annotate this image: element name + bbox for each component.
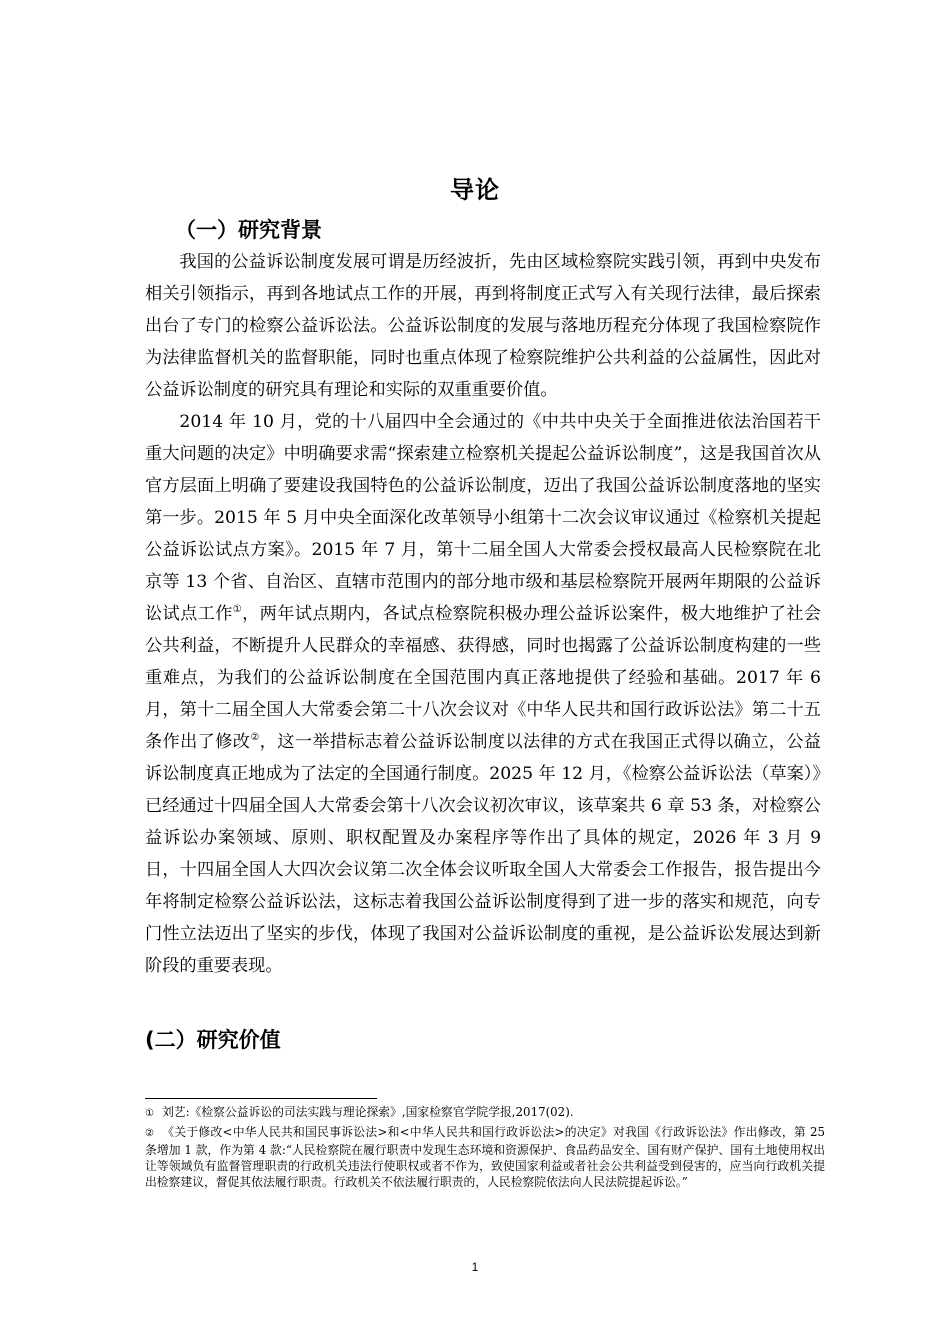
- paragraph-2: [145, 406, 821, 982]
- footnote-ref-2[interactable]: ②: [250, 732, 260, 743]
- section-heading-background: （一）研究背景: [175, 218, 322, 242]
- footnote-ref-1[interactable]: ①: [232, 604, 243, 615]
- paragraph-1-text: 我国的公益诉讼制度发展可谓是历经波折，先由区域检察院实践引领，再到中央发布相关引领指示，再到各地试点工作的开展，再到将制度正式写入有关现行法律，最后探索出台了专门的检察公益诉讼法。公益诉讼制度的发展与落地历程充分体现了我国检察院作为法律监督机关的监督职能，同时也重点体现了检察院维护公共利益的公益属性，因此对公益诉讼制度的研究具有理论和实际的双重重要价值。: [145, 252, 821, 400]
- footnote-1-text: 刘艺:《检察公益诉讼的司法实践与理论探索》,国家检察官学院学报,2017(02).: [161, 1105, 574, 1119]
- paragraph-2-part-a: 2014 年 10 月，党的十八届四中全会通过的《中共中央关于全面推进依法治国若干重大问题的决定》中明确要求需“探索建立检察机关提起公益诉讼制度”，这是我国首次从官方层面上明确了要建设我国特色的公益诉讼制度，迈出了我国公益诉讼制度落地的坚实第一步。2015 年 5 月中央全面深化改革领导小组第十二次会议审议通过《检察机关提起公益诉讼试点方案》。2015 年 7 月，第十二届全国人大常委会授权最高人民检察院在北京等 13 个省、自治区、直辖市范围内的部分地市级和基层检察院开展两年期限的公益诉讼试点工作: [145, 412, 821, 624]
- section-heading-value: (二）研究价值: [145, 1028, 281, 1052]
- footnote-2-text: 《关于修改<中华人民共和国民事诉讼法>和<中华人民共和国行政诉讼法>的决定》对我国《行政诉讼法》作出修改，第 25 条增加 1 款，作为第 4 款:“人民检察院在履行职责中发现生态环境和资源保护、食品药品安全、国有财产保护、国有土地使用权出让等领域负有监督管理职责的行政机关违法行使职权或者不作为，致使国家利益或者社会公共利益受到侵害的，应当向行政机关提出检察建议，督促其依法履行职责。行政机关不依法履行职责的，人民检察院依法向人民法院提起诉讼。”: [145, 1125, 825, 1189]
- page-title: 导论: [450, 176, 500, 204]
- footnote-2-mark: ②: [145, 1128, 155, 1139]
- page-number: 1: [471, 1260, 479, 1274]
- footnote-1-mark: ①: [145, 1108, 154, 1119]
- paragraph-1: [145, 246, 821, 406]
- footnotes: [145, 1104, 825, 1192]
- paragraph-2-part-b: ，两年试点期内，各试点检察院积极办理公益诉讼案件，极大地维护了社会公共利益，不断提升人民群众的幸福感、获得感，同时也揭露了公益诉讼制度构建的一些重难点，为我们的公益诉讼制度在全国范围内真正落地提供了经验和基础。2017 年 6 月，第十二届全国人大常委会第二十八次会议对《中华人民共和国行政诉讼法》第二十五条作出了修改: [145, 604, 821, 752]
- paragraph-2-part-c: ，这一举措标志着公益诉讼制度以法律的方式在我国正式得以确立，公益诉讼制度真正地成为了法定的全国通行制度。2025 年 12 月，《检察公益诉讼法（草案）》已经通过十四届全国人大常委会第十八次会议初次审议，该草案共 6 章 53 条，对检察公益诉讼办案领域、原则、职权配置及办案程序等作出了具体的规定，2026 年 3 月 9 日，十四届全国人大四次会议第二次全体会议听取全国人大常委会工作报告，报告提出今年将制定检察公益诉讼法，这标志着我国公益诉讼制度得到了进一步的落实和规范，向专门性立法迈出了坚实的步伐，体现了我国对公益诉讼制度的重视，是公益诉讼发展达到新阶段的重要表现。: [145, 732, 821, 976]
- footnote-2: [145, 1124, 825, 1190]
- footnote-divider: [145, 1098, 377, 1099]
- footnote-1: [145, 1104, 825, 1122]
- paragraph-2-text: [145, 406, 821, 982]
